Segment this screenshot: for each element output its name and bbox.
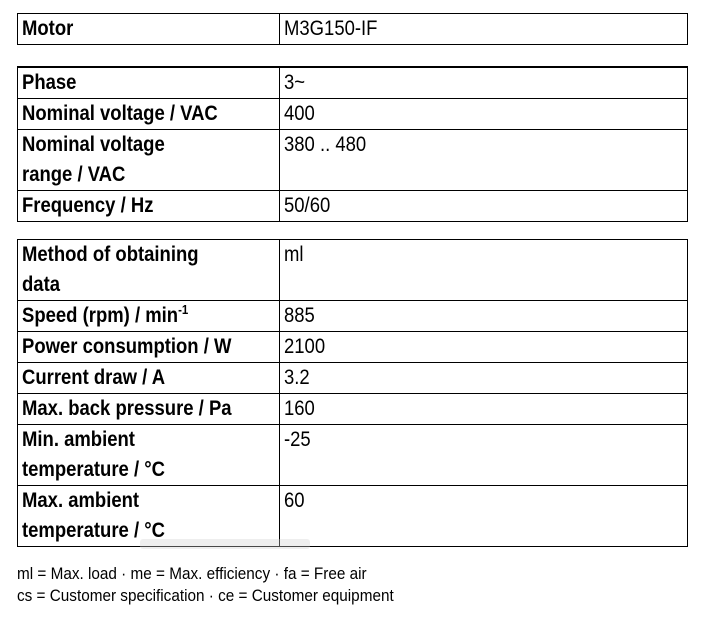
row-label: Speed $(rpm) / \min^{-1}$ xyxy=(18,301,280,332)
performance-table xyxy=(17,239,688,547)
row-value: 60 xyxy=(280,486,688,547)
row-value: 380 .. 480 xyxy=(280,130,688,191)
row-value: 2100 xyxy=(280,332,688,363)
row-value: 400 xyxy=(280,99,688,130)
table-row xyxy=(18,363,688,394)
row-label: Power consumption / W xyxy=(18,332,280,363)
row-label: Nominal voltage range / VAC xyxy=(18,130,280,191)
row-label: Min. ambient temperature / °C xyxy=(18,425,280,486)
row-value: 50/60 xyxy=(280,191,688,222)
row-value: 885 xyxy=(280,301,688,332)
table-row xyxy=(18,394,688,425)
row-value: 3~ xyxy=(280,67,688,99)
table-row xyxy=(18,425,688,486)
table-row xyxy=(18,191,688,222)
row-label: Motor xyxy=(18,14,280,45)
row-label: Nominal voltage / VAC xyxy=(18,99,280,130)
table-row xyxy=(18,240,688,301)
row-label: Max. ambient temperature / °C xyxy=(18,486,280,547)
table-row xyxy=(18,67,688,99)
row-value: 160 xyxy=(280,394,688,425)
footnote-line-2: cs = Customer specification · ce = Customer equipment xyxy=(17,586,394,605)
table-row xyxy=(18,332,688,363)
table-row xyxy=(18,301,688,332)
footnote-line-1: ml = Max. load · me = Max. efficiency · fa = Free air xyxy=(17,564,367,583)
row-label: Max. back pressure / Pa xyxy=(18,394,280,425)
row-value: -25 xyxy=(280,425,688,486)
table-row xyxy=(18,99,688,130)
electrical-table xyxy=(17,66,688,222)
motor-table xyxy=(17,13,688,45)
table-row xyxy=(18,486,688,547)
row-label: Frequency / Hz xyxy=(18,191,280,222)
row-value: ml xyxy=(280,240,688,301)
row-label: Current draw / A xyxy=(18,363,280,394)
row-value: M3G150-IF xyxy=(280,14,688,45)
table-row xyxy=(18,130,688,191)
row-label: Phase xyxy=(18,67,280,99)
row-value: 3.2 xyxy=(280,363,688,394)
watermark xyxy=(140,537,310,551)
row-label: Method of obtaining data xyxy=(18,240,280,301)
table-row xyxy=(18,14,688,45)
